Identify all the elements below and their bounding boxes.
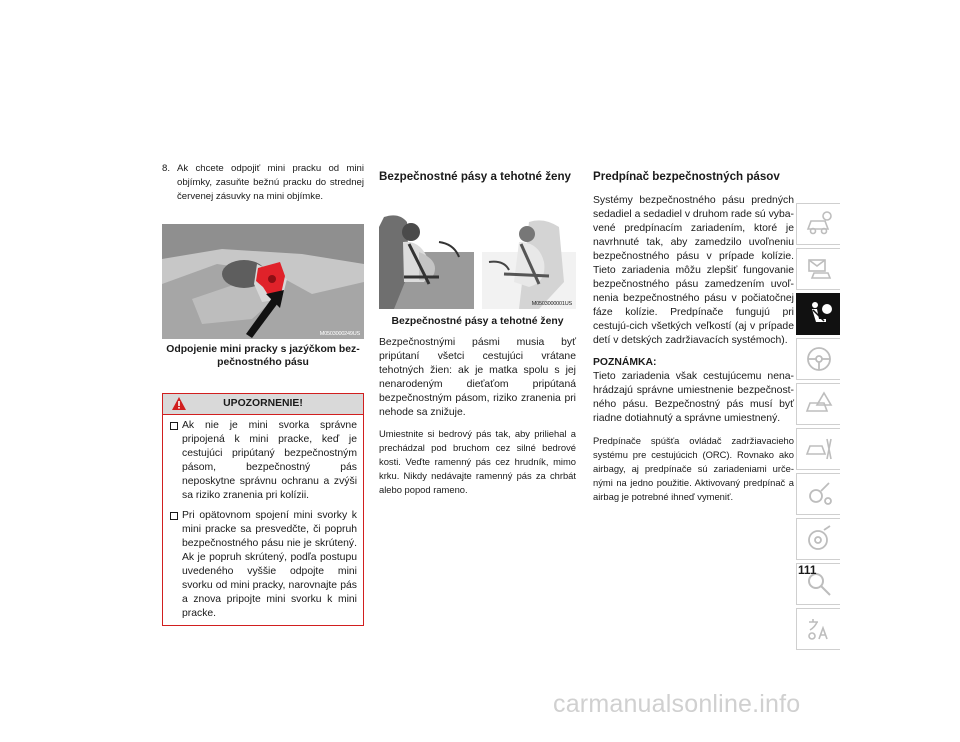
warning-item (169, 509, 357, 621)
tab-wrench-gear[interactable] (796, 473, 840, 515)
tab-languages[interactable] (796, 608, 840, 650)
warning-triangle-icon (171, 396, 187, 411)
right-column (593, 170, 794, 504)
pretensioner-paragraph-2: Predpínače spúšťa ovládač zadržiavacieho systému pre cestujúcich (ORC). Rovnako ako airbagy, aj predpínače sú zariadeniami urče-nými na jedno použitie. Aktivovaný predpínač a airbag je potrebné ihneď vymeniť. (593, 435, 794, 502)
tab-seat-airbag[interactable] (796, 293, 840, 335)
car-warning-icon (804, 389, 834, 419)
tab-car-tools[interactable] (796, 428, 840, 470)
watermark: carmanualsonline.info (553, 690, 801, 718)
step-number: 8. (162, 163, 171, 174)
step-8 (162, 162, 364, 204)
warning-header (163, 394, 363, 415)
pretensioner-paragraph-1: Systémy bezpečnostného pásu predných sedadiel a sedadiel v druhom rade sú vyba-vené predpínacím zariadením, ktoré je navrhnuté tak, aby zamedzilo uvoľneniu bezpečnostného pásu v prípade kolízie. Tieto zariadenia môžu zlepšiť fungovanie bezpečnostného pásu zamedzením uvoľ-nenia bezpečnostného pásu v počiatočnej fáze kolízie. Predpínače fungujú pri cestujú-cich všetkých veľkostí (aj v prípade detí v detských zadržiavacích systémoch). (593, 195, 795, 346)
note-text: Tieto zariadenia však cestujúcemu nena-hrádzajú správne umiestnenie bezpečnost-ného pásu. Bezpečnostný pás musí byť riadne dotiahnutý a správne umiestnený. (593, 371, 794, 424)
figure2-code: M0503000001US (531, 301, 572, 307)
warning-item-text: Ak nie je mini svorka správne pripojená k mini pracke, keď je cestujúci pripútaný bezpečnostným pásom, bezpečnostný pás neposkytne správnu ochranu a zvýši sa riziko zranenia pri kolízii. (182, 420, 357, 501)
warning-box (162, 393, 364, 626)
steering-wheel-icon (804, 344, 834, 374)
left-column (162, 162, 364, 626)
chapter-tab-strip (796, 203, 840, 653)
figure1-caption: Odpojenie mini pracky s jazýčkom bez-pečnostného pásu (166, 344, 360, 368)
pregnant-seatbelt-illustration (379, 212, 576, 309)
figure2-caption: Bezpečnostné pásy a tehotné ženy (391, 316, 564, 327)
pregnant-paragraph-2: Umiestnite si bedrový pás tak, aby priliehal a prechádzal pod bruchom cez silné bedrové kosti. Veďte ramenný pás cez hrudník, mimo krku. Nikdy nedávajte ramenný pás za chrbát alebo popod rameno. (379, 428, 576, 495)
car-tools-icon (804, 434, 834, 464)
tab-car-mail[interactable] (796, 248, 840, 290)
wheel-service-icon (804, 524, 834, 554)
note-title: POZNÁMKA: (593, 357, 657, 368)
page-number: 111 (798, 563, 817, 577)
car-info-icon (804, 209, 834, 239)
figure-pregnant-women-photo (379, 212, 576, 309)
bullet-square-icon (170, 422, 178, 430)
warning-item-text: Pri opätovnom spojení mini svorky k mini pracke sa presvedčte, či popruh bezpečnostného pásu nie je skrútený. Ak je popruh skrútený, podľa postupu uvedeného vyššie odpojte mini svorku od mini pracky, narovnajte pás a znova pripojte mini svorku k mini pracke. (182, 510, 357, 619)
section-heading-pretensioner: Predpínač bezpečnostných pásov (593, 170, 780, 183)
step-text: Ak chcete odpojiť mini pracku od mini objímky, zasuňte bežnú pracku do strednej červenej zásuvky na mini objímke. (177, 163, 364, 202)
tab-car-warning[interactable] (796, 383, 840, 425)
warning-item (169, 419, 357, 503)
tab-steering-wheel[interactable] (796, 338, 840, 380)
mini-buckle-illustration (162, 224, 364, 339)
car-mail-icon (804, 254, 834, 284)
warning-body (163, 415, 363, 625)
warning-title: UPOZORNENIE! (223, 398, 303, 409)
bullet-square-icon (170, 512, 178, 520)
seat-airbag-icon (804, 299, 834, 329)
tab-car-info[interactable] (796, 203, 840, 245)
wrench-gear-icon (804, 479, 834, 509)
figure-mini-buckle-photo (162, 224, 364, 339)
tab-wheel-service[interactable] (796, 518, 840, 560)
middle-column (379, 170, 576, 497)
languages-icon (804, 614, 834, 644)
figure1-code: M0503000249US (319, 331, 360, 337)
section-heading-pregnant: Bezpečnostné pásy a tehotné ženy (379, 170, 571, 183)
pregnant-paragraph-1: Bezpečnostnými pásmi musia byť pripútaní všetci cestujúci vrátane tehotných žien: ak je matka spolu s jej nenarodeným dieťaťom pripútaná bezpečnostným pásom, riziko zranenia pri nehode sa znižuje. (379, 337, 576, 418)
